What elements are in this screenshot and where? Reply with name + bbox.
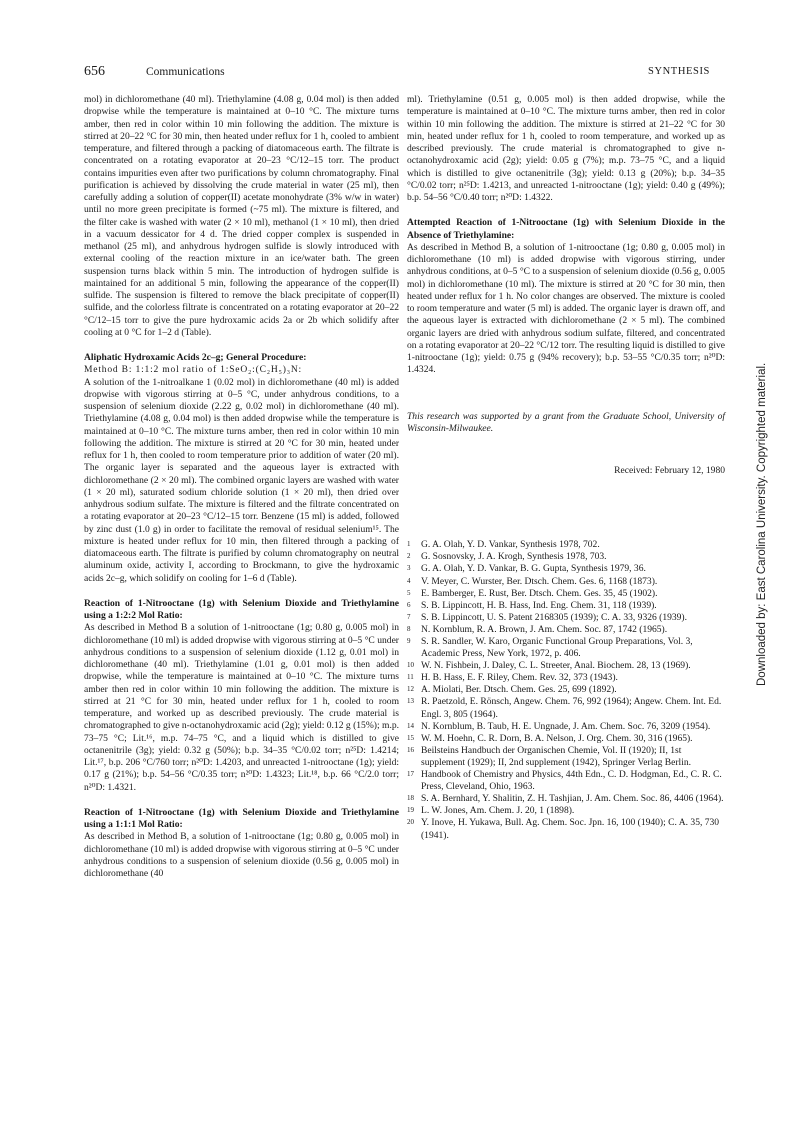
reference-text: R. Paetzold, E. Rönsch, Angew. Chem. 76, 992 (1964); Angew. Chem. Int. Ed. Engl. 3, 805 (1964). bbox=[421, 696, 722, 720]
reference-item bbox=[407, 600, 725, 612]
section-heading: Attempted Reaction of 1-Nitrooctane (1g) with Selenium Dioxide in the Absence of Triethylamine: bbox=[407, 217, 725, 241]
reference-number: 8 bbox=[407, 624, 411, 633]
reference-number: 10 bbox=[407, 661, 414, 670]
reference-text: S. A. Bernhard, Y. Shalitin, Z. H. Tashjian, J. Am. Chem. Soc. 86, 4406 (1964). bbox=[421, 793, 724, 805]
reference-item bbox=[407, 817, 725, 841]
reference-text: V. Meyer, C. Wurster, Ber. Dtsch. Chem. Ges. 6, 1168 (1873). bbox=[421, 575, 658, 587]
section-heading: Aliphatic Hydroxamic Acids 2c–g; General Procedure: bbox=[84, 352, 307, 363]
reference-text: S. B. Lippincott, U. S. Patent 2168305 (1939); C. A. 33, 9326 (1939). bbox=[421, 611, 687, 623]
reference-number: 1 bbox=[407, 540, 411, 549]
reference-number: 7 bbox=[407, 612, 411, 621]
reference-number: 15 bbox=[407, 733, 414, 742]
reference-text: G. Sosnovsky, J. A. Krogh, Synthesis 1978, 703. bbox=[421, 551, 607, 563]
reference-text: S. B. Lippincott, H. B. Hass, Ind. Eng. Chem. 31, 118 (1939). bbox=[421, 599, 657, 611]
reference-item bbox=[407, 660, 725, 672]
reference-item bbox=[407, 576, 725, 588]
reference-item bbox=[407, 696, 725, 720]
reference-item bbox=[407, 745, 725, 769]
paragraph: ml). Triethylamine (0.51 g, 0.005 mol) is then added dropwise, while the temperature is maintained at 0–10 °C. The mixture turns amber, then red in color within 10 min following the addition. The mixture is stirred at 21–22 °C for 30 min, heated under reflux for 1 h, cooled to room temperature, and worked up as described previously. The crude material is chromatographed to give n-octanohydroxamic acid (2g); yield: 0.05 g (7%); m.p. 73–75 °C, and a liquid which is distilled to give octanenitrile (3g); yield: 0.13 g (20%); b.p. 34–35 °C/0.02 torr; n²⁵D: 1.4213, and unreacted 1-nitrooctane (1g); yield: 0.40 g (49%); b.p. 54–56 °C/0.40 torr; n²⁰D: 1.4322. bbox=[407, 94, 725, 203]
section-heading: Reaction of 1-Nitrooctane (1g) with Selenium Dioxide and Triethylamine using a 1:1:1 Mol Ratio: bbox=[84, 806, 399, 830]
reference-item bbox=[407, 733, 725, 745]
reference-item bbox=[407, 721, 725, 733]
paragraph: As described in Method B, a solution of 1-nitrooctane (1g; 0.80 g, 0.005 mol) in dichloromethane (10 ml) is added dropwise with vigorous stirring at 0–5 °C under anhydrous conditions to a suspension of selenium dioxide (0.56 g, 0.005 mol) in dichloromethane (40 bbox=[84, 831, 399, 879]
left-column bbox=[84, 94, 399, 880]
reference-text: N. Kornblum, B. Taub, H. E. Ungnade, J. Am. Chem. Soc. 76, 3209 (1954). bbox=[421, 720, 711, 732]
reference-number: 12 bbox=[407, 685, 414, 694]
reference-item bbox=[407, 563, 725, 575]
reference-text: G. A. Olah, Y. D. Vankar, Synthesis 1978, 702. bbox=[421, 539, 600, 551]
reference-item bbox=[407, 588, 725, 600]
reference-number: 13 bbox=[407, 697, 414, 706]
reference-number: 18 bbox=[407, 794, 414, 803]
section-heading: Reaction of 1-Nitrooctane (1g) with Selenium Dioxide and Triethylamine using a 1:2:2 Mol Ratio: bbox=[84, 597, 399, 621]
reference-number: 11 bbox=[407, 673, 414, 682]
reference-number: 16 bbox=[407, 745, 414, 754]
reference-text: E. Bamberger, E. Rust, Ber. Dtsch. Chem. Ges. 35, 45 (1902). bbox=[421, 587, 658, 599]
paragraph: mol) in dichloromethane (40 ml). Triethylamine (4.08 g, 0.04 mol) is then added dropwise while the temperature is maintained at 0–10 °C. The mixture turns amber, then red in color within 10 min following the addition. The mixture is stirred at 20–22 °C for 30 min, then heated under reflux for 1 h, cooled to ambient temperature, and filtered through a packing of diatomaceous earth. The filtrate is concentrated on a rotating evaporator at 20–23 °C/12–15 torr. The product contains impurities even after two purifications by column chromatography. Final purification is achieved by dissolving the crude material in water (25 ml), then carefully adding a solution of copper(II) acetate monohydrate (3% w/w in water) until no more green precipitate is formed (~75 ml). The mixture is filtered, and the filter cake is washed with water (2 × 10 ml), methanol (1 × 10 ml), then dried in a vacuum dessicator for 4 d. The dried copper complex is suspended in methanol (25 ml), and anhydrous hydrogen sulfide is slowly introduced with external cooling of the reaction mixture in an ice/water bath. The green suspension turns black within 5 min. The introduction of hydrogen sulfide is maintained for an additional 5 min, following the appearance of the copper(II) sulfide. The suspension is filtered to remove the black precipitate of copper(II) sulfide, and the colorless filtrate is concentrated on a rotating evaporator at 20–22 °C/12–15 torr to give the pure hydroxamic acids 2a or 2b which solidify after cooling at 0 °C for 1–2 d (Table). bbox=[84, 94, 399, 338]
reference-number: 4 bbox=[407, 576, 411, 585]
reference-item bbox=[407, 684, 725, 696]
reference-number: 6 bbox=[407, 600, 411, 609]
paragraph: As described in Method B a solution of 1-nitrooctane (1g; 0.80 g, 0.005 mol) in dichloromethane (10 ml) is added dropwise with vigorous stirring at 0–5 °C under anhydrous conditions to a suspension of selenium dioxide (1.12 g, 0.01 mol) in dichloromethane (40 ml). Triethylamine (1.01 g, 0.01 mol) is then added dropwise, while the temperature is maintained at 0–10 °C. The mixture turns amber then red in color within 10 min following the addition. The mixture is stirred at 21 °C for 30 min, heated under reflux for 1 h, cooled to room temperature, and worked up as described previously. The crude material is chromatographed to give n-octanohydroxamic acid (2g); yield: 0.12 g (15%); m.p. 73–75 °C; Lit.¹⁶, m.p. 74–75 °C, and a liquid which is distilled to give octanenitrile (3g); yield: 0.32 g (50%); b.p. 34–35 °C/0.02 torr; n²⁵D: 1.4214; Lit.¹⁷, b.p. 206 °C/760 torr; n²⁰D: 1.4203, and unreacted 1-nitrooctane (1g); yield: 0.17 g (21%); b.p. 54–56 °C/0.35 torr; n²⁰D: 1.4323; Lit.¹⁸, b.p. 66 °C/2.0 torr; n²⁰D: 1.4321. bbox=[84, 622, 399, 793]
reference-text: N. Kornblum, R. A. Brown, J. Am. Chem. Soc. 87, 1742 (1965). bbox=[421, 623, 668, 635]
method-line: Method B: 1:1:2 mol ratio of 1:SeO₂:(C₂H₅)₃N: bbox=[84, 364, 302, 376]
reference-text: A. Miolati, Ber. Dtsch. Chem. Ges. 25, 699 (1892). bbox=[421, 684, 617, 696]
reference-text: H. B. Hass, E. F. Riley, Chem. Rev. 32, 373 (1943). bbox=[421, 672, 618, 684]
reference-text: S. R. Sandler, W. Karo, Organic Functional Group Preparations, Vol. 3, Academic Press, New York, 1972, p. 406. bbox=[421, 636, 693, 660]
reference-text: L. W. Jones, Am. Chem. J. 20, 1 (1898). bbox=[421, 805, 575, 817]
reference-text: Y. Inove, H. Yukawa, Bull. Ag. Chem. Soc. Jpn. 16, 100 (1940); C. A. 35, 730 (1941). bbox=[421, 817, 720, 841]
reference-item bbox=[407, 672, 725, 684]
reference-text: W. N. Fishbein, J. Daley, C. L. Streeter, Anal. Biochem. 28, 13 (1969). bbox=[421, 660, 691, 672]
reference-item bbox=[407, 805, 725, 817]
reference-list bbox=[407, 539, 725, 841]
reference-item bbox=[407, 612, 725, 624]
reference-number: 5 bbox=[407, 588, 411, 597]
reference-number: 14 bbox=[407, 721, 414, 730]
section-label: Communications bbox=[146, 66, 225, 78]
paragraph: As described in Method B, a solution of 1-nitrooctane (1g; 0.80 g, 0.005 mol) in dichloromethane (10 ml) is added dropwise with vigorous stirring, under anhydrous conditions, at 0–5 °C to a suspension of selenium dioxide (0.56 g, 0.005 mol) in dichloromethane (10 ml). The mixture is stirred at 20 °C for 30 min, then heated under reflux for 1 h. No color changes are observed. The mixture is cooled to room temperature and water (5 ml) is added. The organic layer is drawn off, and the aqueous layer is extracted with dichloromethane (2 × 5 ml). The combined organic layers are dried with anhydrous sodium sulfate, filtered, and concentrated on a rotating evaporator at 20–22 °C/12 torr. The resulting liquid is distilled to give 1-nitrooctane (1g); yield: 0.75 g (94% recovery); b.p. 53–55 °C/0.35 torr; n²⁰D: 1.4324. bbox=[407, 241, 725, 376]
acknowledgment: This research was supported by a grant from the Graduate School, University of Wisconsin-Milwaukee. bbox=[407, 410, 725, 434]
download-notice: Downloaded by: East Carolina University. Copyrighted material. bbox=[756, 362, 768, 686]
reference-number: 3 bbox=[407, 564, 411, 573]
reference-number: 2 bbox=[407, 552, 411, 561]
reference-text: Beilsteins Handbuch der Organischen Chemie, Vol. II (1920); II, 1st supplement (1929); II, 2nd supplement (1942), Springer Verlag Berlin. bbox=[421, 744, 692, 768]
reference-text: Handbook of Chemistry and Physics, 44th Edn., C. D. Hodgman, Ed., C. R. C. Press, Cleveland, Ohio, 1963. bbox=[421, 769, 722, 793]
paragraph: A solution of the 1-nitroalkane 1 (0.02 mol) in dichloromethane (40 ml) is added dropwise with vigorous stirring at 0–5 °C, under anhydrous conditions, to a suspension of selenium dioxide (2.22 g, 0.02 mol) in dichloromethane (40 ml). Triethylamine (4.08 g, 0.04 mol) is then added dropwise while the temperature is maintained at 0–10 °C. The mixture turns amber, then red in color within 10 min following the addition. The mixture is stirred at 20 °C for 30 min, heated under reflux for 1 h, then cooled to room temperature prior to addition of water (20 ml). The organic layer is separated and the aqueous layer is extracted with dichloromethane (2 × 20 ml). The combined organic layers are washed with water (1 × 20 ml), saturated sodium chloride solution (1 × 20 ml), then dried over anhydrous sodium sulfate. The mixture is filtered and the filtrate concentrated on a rotating evaporator at 20–23 °C/12–15 torr. Benzene (15 ml) is added, followed by zinc dust (1.0 g) in order to facilitate the removal of residual selenium¹⁵. The mixture is heated under reflux for 10 min, then filtered through a packing of diatomaceous earth. The filtrate is purified by column chromatography on neutral aluminum oxide, activity I, according to Brockmann, to give the hydroxamic acids 2c–g, which solidify on cooling for 1–6 d (Table). bbox=[84, 376, 399, 584]
reference-number: 9 bbox=[407, 637, 411, 645]
reference-number: 19 bbox=[407, 806, 414, 815]
reference-item bbox=[407, 539, 725, 551]
reference-item bbox=[407, 769, 725, 793]
reference-item bbox=[407, 624, 725, 636]
journal-name: SYNTHESIS bbox=[648, 66, 710, 77]
page-number: 656 bbox=[84, 64, 105, 79]
reference-item bbox=[407, 551, 725, 563]
reference-number: 20 bbox=[407, 818, 414, 827]
right-column bbox=[407, 94, 725, 842]
reference-item bbox=[407, 636, 725, 660]
reference-number: 17 bbox=[407, 770, 414, 779]
reference-item bbox=[407, 793, 725, 805]
received-date: Received: February 12, 1980 bbox=[614, 465, 725, 476]
reference-text: G. A. Olah, Y. D. Vankar, B. G. Gupta, Synthesis 1979, 36. bbox=[421, 563, 646, 575]
reference-text: W. M. Hoehn, C. R. Dorn, B. A. Nelson, J. Org. Chem. 30, 316 (1965). bbox=[421, 732, 693, 744]
